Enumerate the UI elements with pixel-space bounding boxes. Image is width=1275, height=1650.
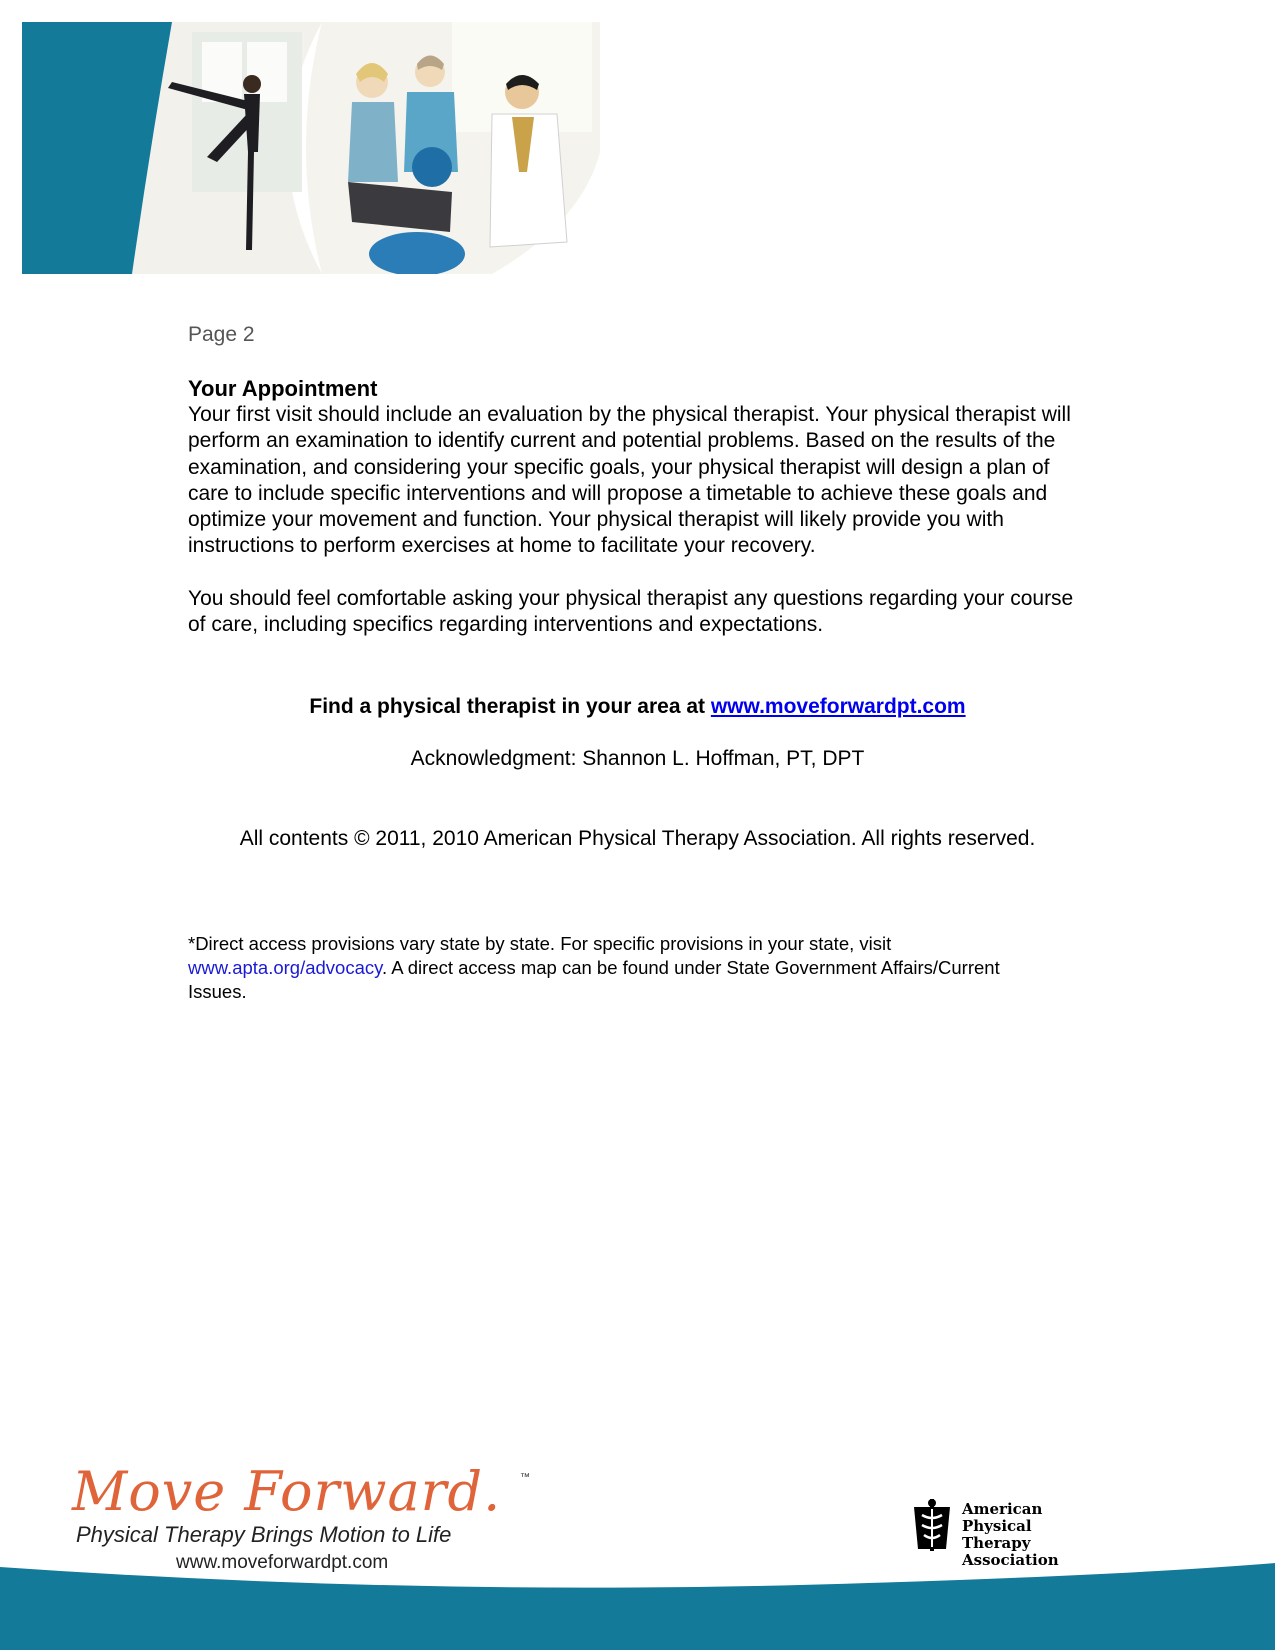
section-heading: Your Appointment [188,376,378,401]
header-photo-collage [22,22,600,274]
acknowledgment: Acknowledgment: Shannon L. Hoffman, PT, DPT [410,747,865,770]
paragraph-questions: You should feel comfortable asking your physical therapist any questions regarding your course of care, including specifics regarding interventions and expectations. [188,586,1074,637]
footnote-text-start: *Direct access provisions vary state by state. For specific provisions in your state, visit [188,933,892,954]
apta-line-2: Physical Therapy [962,1517,1032,1552]
apta-line-3: Association [962,1551,1059,1569]
move-forward-logo-text: Move Forward. [72,1460,502,1523]
find-therapist-line [0,695,1275,719]
apta-logo-text [962,1501,1102,1569]
footnote-text-end: . A direct access map can be found under State Government Affairs/Current Issues. [188,957,1000,1002]
page-number-label: Page 2 [188,323,255,346]
apta-logo [912,1497,1102,1569]
paragraph-appointment: Your first visit should include an evaluation by the physical therapist. Your physical therapist will perform an examination to identify current and potential problems. Based on the results of the examination, and considering your specific goals, your physical therapist will design a plan of care to include specific interventions and will propose a timetable to achieve these goals and optimize your movement and function. Your physical therapist will likely provide you with instructions to perform exercises at home to facilitate your recovery. [188,403,1071,558]
apta-caduceus-icon [912,1499,952,1551]
direct-access-footnote [188,932,1048,1004]
apta-advocacy-link[interactable]: www.apta.org/advocacy [188,957,383,978]
logo-tagline: Physical Therapy Brings Motion to Life [76,1522,452,1547]
move-forward-logo [72,1460,542,1575]
appointment-section [188,376,1088,638]
copyright-notice: All contents © 2011, 2010 American Physical Therapy Association. All rights reserved. [239,827,1036,850]
apta-line-1: American [962,1500,1043,1518]
trademark-symbol: ™ [520,1472,530,1483]
moveforward-link[interactable]: www.moveforwardpt.com [710,695,966,718]
find-therapist-text: Find a physical therapist in your area at [309,695,711,718]
logo-url: www.moveforwardpt.com [176,1552,389,1573]
